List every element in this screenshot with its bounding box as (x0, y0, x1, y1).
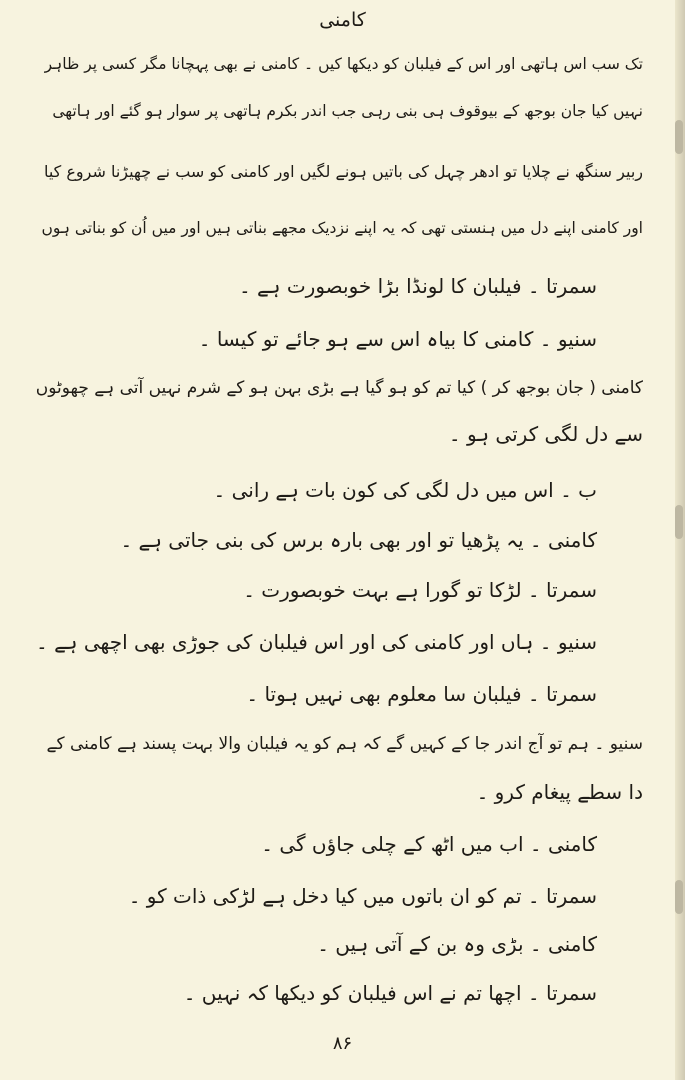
text-line: کامنی ۔ اب میں اٹھ کے چلی جاؤں گی ۔ (261, 832, 597, 856)
page-title: کامنی (319, 9, 366, 31)
text-line: سنیو ۔ ہم تو آج اندر جا کے کہیں گے کہ ہم کو یہ فیلبان والا بہت پسند ہے کامنی کے (46, 734, 643, 754)
text-line: سمرتا ۔ لڑکا تو گورا ہے بہت خوبصورت ۔ (243, 578, 597, 602)
text-line: ب ۔ اس میں دل لگی کی کون بات ہے رانی ۔ (213, 478, 597, 502)
text-line: کامنی ۔ یہ پڑھیا تو اور بھی بارہ برس کی بنی جاتی ہے ۔ (120, 528, 597, 552)
text-line: ربیر سنگھ نے چلایا تو ادھر چہل کی باتیں ہونے لگیں اور کامنی کو سب نے چھیڑنا شروع کیا (43, 162, 643, 181)
punch-hole (675, 880, 683, 914)
text-line: کامنی ( جان بوجھ کر ) کیا تم کو ہو گیا ہے بڑی بہن ہو کے شرم نہیں آتی ہے چھوٹوں (35, 378, 643, 398)
page-number: ۸۶ (332, 1033, 353, 1054)
text-line: کامنی ۔ بڑی وہ بن کے آتی ہیں ۔ (317, 932, 597, 956)
punch-hole (675, 120, 683, 154)
text-line: نہیں کیا جان بوجھ کے بیوقوف ہی بنی رہی جب اندر بکرم ہاتھی پر سوار ہو گئے اور ہاتھی (52, 102, 643, 120)
text-line: دا سطے پیغام کرو ۔ (476, 780, 643, 804)
text-line: سمرتا ۔ فیلبان سا معلوم بھی نہیں ہوتا ۔ (246, 682, 597, 706)
text-line: سمرتا ۔ تم کو ان باتوں میں کیا دخل ہے لڑکی ذات کو ۔ (128, 884, 597, 908)
text-line: سے دل لگی کرتی ہو ۔ (448, 422, 643, 446)
punch-hole (675, 505, 683, 539)
text-line: تک سب اس ہاتھی اور اس کے فیلبان کو دیکھا کیں ۔ کامنی نے بھی پہچانا مگر کسی پر ظاہر (44, 55, 643, 73)
text-line: سمرتا ۔ اچھا تم نے اس فیلبان کو دیکھا کہ نہیں ۔ (183, 981, 597, 1005)
text-line: سنیو ۔ کامنی کا بیاہ اس سے ہو جائے تو کیسا ۔ (198, 327, 597, 351)
text-line: سنیو ۔ ہاں اور کامنی کی اور اس فیلبان کی جوڑی بھی اچھی ہے ۔ (36, 630, 597, 654)
text-line: سمرتا ۔ فیلبان کا لونڈا بڑا خوبصورت ہے ۔ (238, 274, 597, 298)
page-gutter (675, 0, 685, 1080)
text-line: اور کامنی اپنے دل میں ہنستی تھی کہ یہ اپنے نزدیک مجھے بناتی ہیں اور میں اُن کو بناتی ہوں (41, 219, 643, 237)
